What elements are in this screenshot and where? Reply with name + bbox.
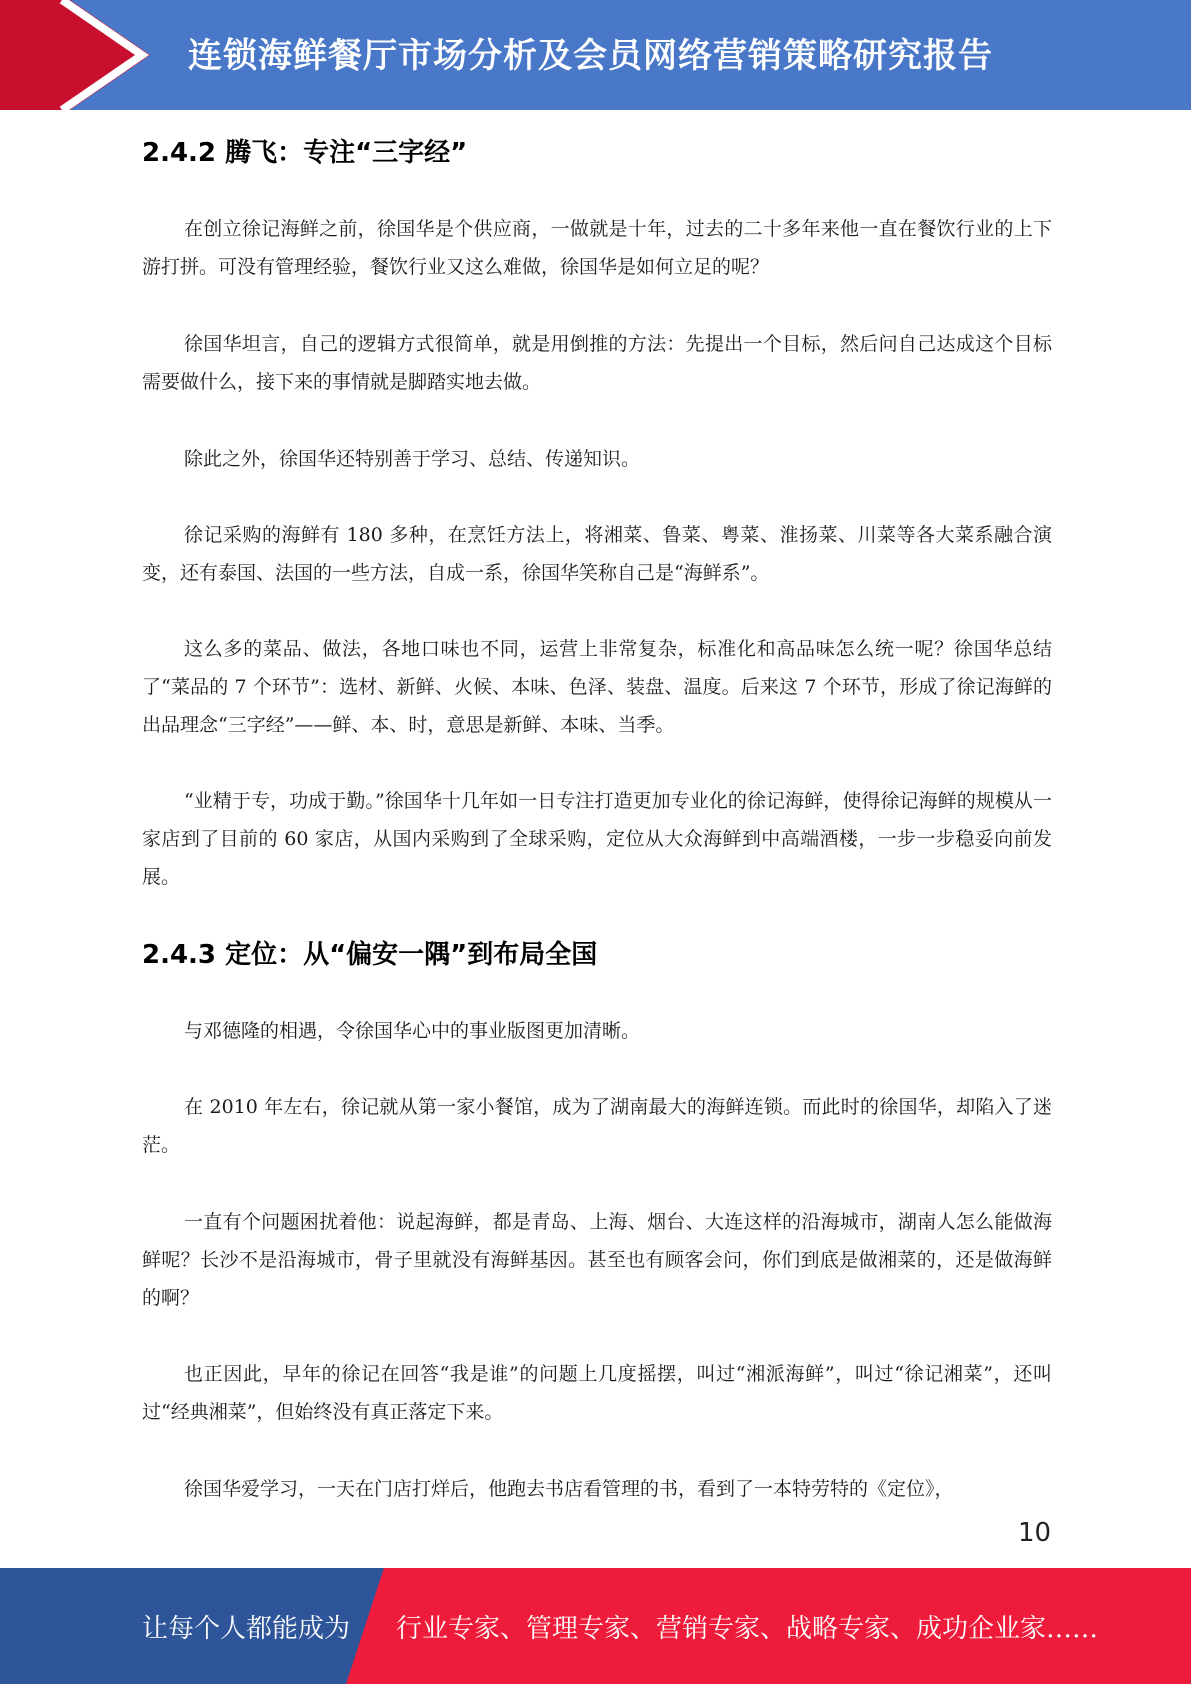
- paragraph: 与邓德隆的相遇，令徐国华心中的事业版图更加清晰。: [184, 1020, 641, 1042]
- section-heading-2-4-3: 2.4.3 定位：从“偏安一隅”到布局全国: [142, 940, 598, 970]
- section-heading-2-4-2: 2.4.2 腾飞：专注“三字经”: [142, 138, 468, 168]
- report-title: 连锁海鲜餐厅市场分析及会员网络营销策略研究报告: [188, 36, 993, 76]
- paragraph: 徐国华坦言，自己的逻辑方式很简单，就是用倒推的方法：先提出一个目标，然后问自己达成这个目标需要做什么，接下来的事情就是脚踏实地去做。: [142, 333, 1052, 393]
- paragraph: 徐记采购的海鲜有 180 多种，在烹饪方法上，将湘菜、鲁菜、粤菜、淮扬菜、川菜等各大菜系融合演变，还有泰国、法国的一些方法，自成一系，徐国华笑称自己是“海鲜系”。: [142, 524, 1052, 584]
- footer-slogan-right: 行业专家、管理专家、营销专家、战略专家、成功企业家……: [396, 1614, 1099, 1644]
- header-red-arrow: [0, 0, 150, 110]
- paragraph: 也正因此，早年的徐记在回答“我是谁”的问题上几度摇摆，叫过“湘派海鲜”，叫过“徐记湘菜”，还叫过“经典湘菜”，但始终没有真正落定下来。: [142, 1363, 1052, 1423]
- paragraph: “业精于专，功成于勤。”徐国华十几年如一日专注打造更加专业化的徐记海鲜，使得徐记海鲜的规模从一家店到了目前的 60 家店，从国内采购到了全球采购，定位从大众海鲜到中高端酒楼，一步一步稳妥向前发展。: [142, 790, 1052, 888]
- page-number: 10: [1018, 1518, 1052, 1548]
- page-footer: [0, 1568, 1191, 1684]
- paragraph: 在 2010 年左右，徐记就从第一家小餐馆，成为了湖南最大的海鲜连锁。而此时的徐国华，却陷入了迷茫。: [142, 1096, 1052, 1156]
- footer-slogan-left: 让每个人都能成为: [142, 1614, 351, 1644]
- paragraph: 在创立徐记海鲜之前，徐国华是个供应商，一做就是十年，过去的二十多年来他一直在餐饮行业的上下游打拼。可没有管理经验，餐饮行业又这么难做，徐国华是如何立足的呢？: [142, 218, 1052, 278]
- page-header: [0, 0, 1191, 110]
- paragraph: 徐国华爱学习，一天在门店打烊后，他跑去书店看管理的书，看到了一本特劳特的《定位》，: [184, 1478, 954, 1500]
- paragraph: 除此之外，徐国华还特别善于学习、总结、传递知识。: [184, 448, 641, 470]
- paragraph: 一直有个问题困扰着他：说起海鲜，都是青岛、上海、烟台、大连这样的沿海城市，湖南人怎么能做海鲜呢？长沙不是沿海城市，骨子里就没有海鲜基因。甚至也有顾客会问，你们到底是做湘菜的，还是做海鲜的啊？: [142, 1211, 1052, 1309]
- paragraph: 这么多的菜品、做法，各地口味也不同，运营上非常复杂，标准化和高品味怎么统一呢？徐国华总结了“菜品的 7 个环节”：选材、新鲜、火候、本味、色泽、装盘、温度。后来这 7 个环节，形成了徐记海鲜的出品理念“三字经”——鲜、本、时，意思是新鲜、本味、当季。: [142, 638, 1052, 736]
